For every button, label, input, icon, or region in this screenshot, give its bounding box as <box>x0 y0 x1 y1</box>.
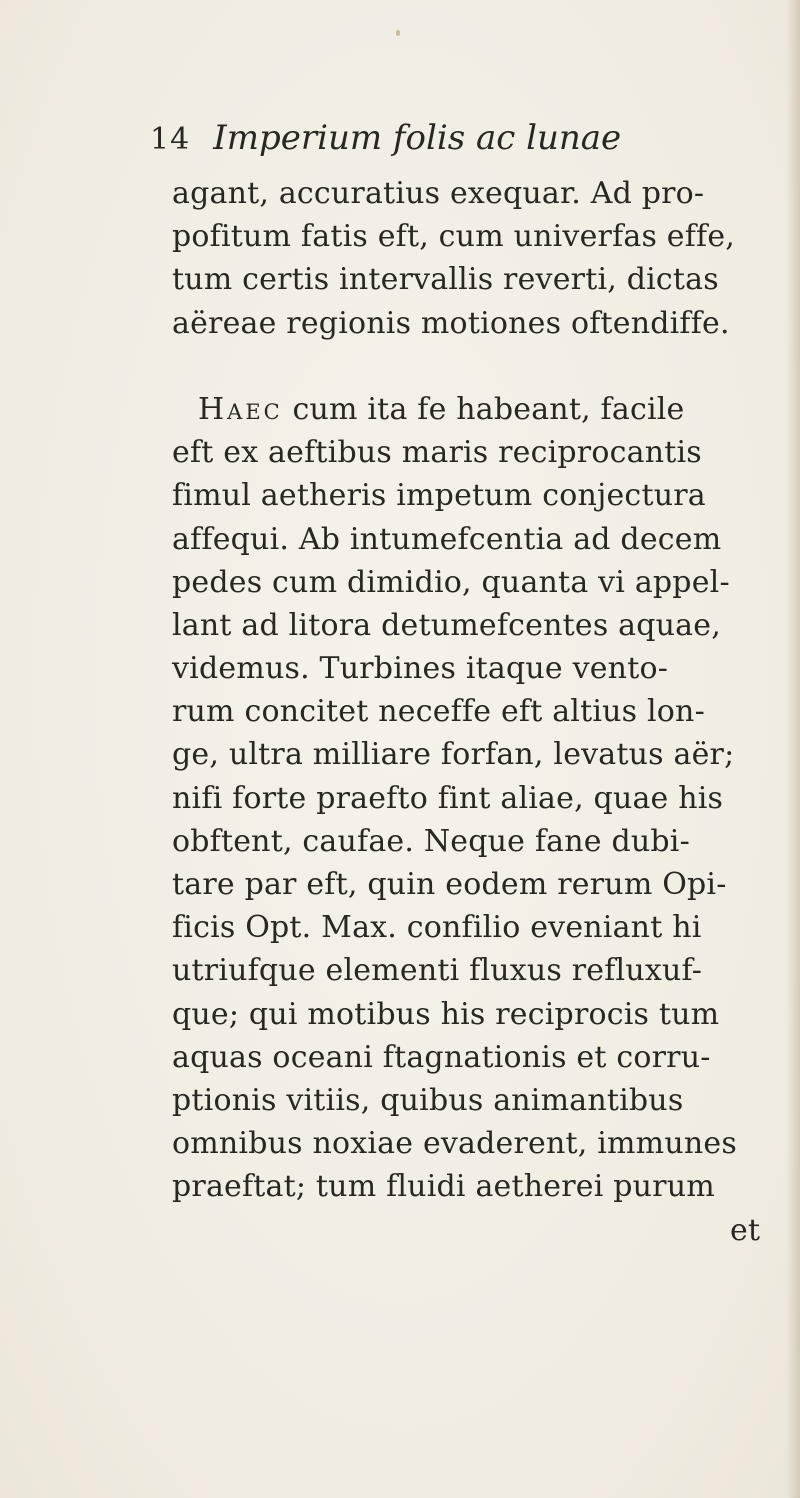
text-line: tum certis intervallis reverti, dictas <box>172 262 719 298</box>
paragraph-spacer <box>172 345 772 388</box>
text-line: ptionis vitiis, quibus animantibus <box>172 1082 684 1118</box>
text-line: pedes cum dimidio, quanta vi appel- <box>172 564 730 600</box>
paragraph-first-line <box>172 388 772 431</box>
text-line: utriufque elementi fluxus refluxuf- <box>172 953 703 989</box>
page-header <box>150 118 621 158</box>
text-line: aëreae regionis motiones oftendiffe. <box>172 305 730 341</box>
text-line: omnibus noxiae evaderent, immunes <box>172 1126 737 1162</box>
text-line: pofitum fatis eft, cum univerfas effe, <box>172 219 736 255</box>
page-edge-shadow <box>786 0 800 1498</box>
running-head: Imperium folis ac lunae <box>213 118 622 158</box>
text-line: que; qui motibus his reciprocis tum <box>172 996 720 1032</box>
text-line: affequi. Ab intumefcentia ad decem <box>172 521 722 557</box>
text-line: nifi forte praefto fint aliae, quae his <box>172 780 724 816</box>
page-number: 14 <box>150 122 191 157</box>
text-line: rum concitet neceffe eft altius lon- <box>172 694 705 730</box>
paper-speck <box>396 30 400 36</box>
text-line: fimul aetheris impetum conjectura <box>172 478 706 514</box>
text-line: eft ex aeftibus maris reciprocantis <box>172 435 702 471</box>
text-line: ge, ultra milliare forfan, levatus aër; <box>172 737 735 773</box>
catchword: et <box>730 1212 761 1248</box>
text-line: obftent, caufae. Neque fane dubi- <box>172 823 690 859</box>
text-line: tare par eft, quin eodem rerum Opi- <box>172 867 727 902</box>
text-line: agant, accuratius exequar. Ad pro- <box>172 176 705 211</box>
text-line: lant ad litora detumefcentes aquae, <box>172 607 721 643</box>
text-line: praeftat; tum fluidi aetherei purum <box>172 1169 715 1205</box>
text-line: videmus. Turbines itaque vento- <box>172 651 669 687</box>
paragraph-opening-word: Haec <box>198 391 283 427</box>
body-text <box>172 172 772 1252</box>
text-line-rest: cum ita fe habeant, facile <box>292 391 685 427</box>
text-line: aquas oceani ftagnationis et corru- <box>172 1039 711 1075</box>
text-line: ficis Opt. Max. confilio eveniant hi <box>172 910 702 946</box>
